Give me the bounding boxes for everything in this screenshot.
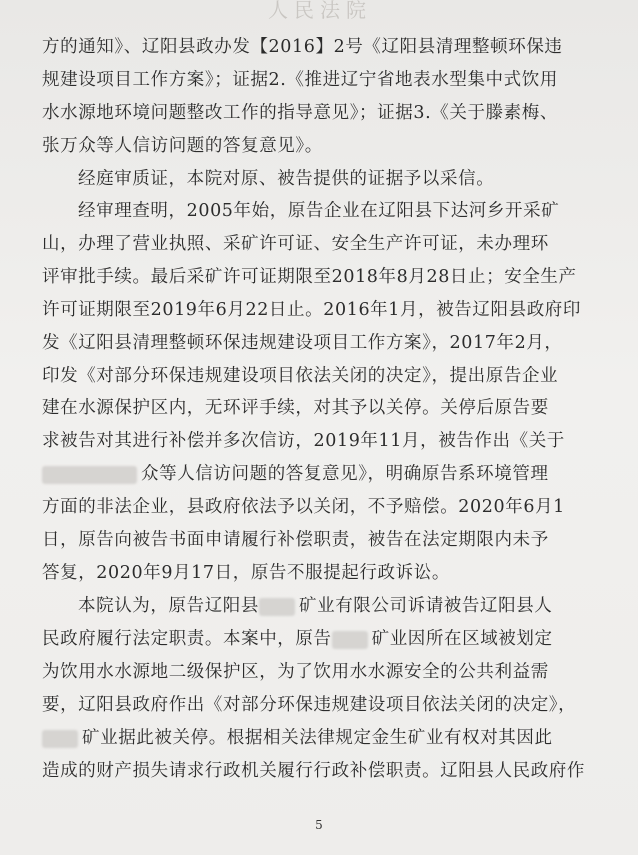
text-segment: 矿业据此被关停。根据相关法律规定金生矿业有权对其因此 [82,728,553,748]
text-segment: 经审理查明，2005年始，原告企业在辽阳县下达河乡开采矿 [78,201,560,221]
text-line [42,661,549,683]
text-segment: 为饮用水水源地二级保护区，为了饮用水水源安全的公共利益需 [42,662,549,682]
text-line [42,332,563,354]
text-segment: 本院认为，原告辽阳县 [78,596,259,616]
text-line [42,727,553,749]
bleed-through-header: 人民法院 [268,0,372,22]
text-segment: 方的通知》、辽阳县政办发【2016】2号《辽阳县清理整顿环保违 [42,37,563,57]
text-line [42,299,581,321]
text-segment: 矿业因所在区域被划定 [371,629,553,649]
text-line [78,595,552,617]
text-line [42,760,585,782]
text-line [42,102,558,124]
redacted-text [42,466,137,484]
text-line [42,233,549,255]
text-line [42,430,565,452]
page-number: 5 [315,818,323,832]
text-line [42,36,563,58]
text-segment: 答复，2020年9月17日，原告不服提起行政诉讼。 [42,563,450,583]
text-line [78,168,494,190]
text-line [42,628,553,650]
text-segment: 方面的非法企业，县政府依法予以关闭，不予赔偿。2020年6月1 [42,497,565,517]
text-line [42,562,450,584]
redacted-text [42,730,78,748]
text-segment: 民政府履行法定职责。本案中，原告 [42,629,332,649]
text-segment: 张万众等人信访问题的答复意见》。 [42,136,323,156]
text-line [42,529,549,551]
redacted-text [332,631,368,649]
text-line [42,365,558,387]
text-segment: 日，原告向被告书面申请履行补偿职责，被告在法定期限内未予 [42,530,549,550]
text-segment: 山，办理了营业执照、采矿许可证、安全生产许可证，未办理环 [42,234,549,254]
text-line [42,69,558,91]
text-segment: 造成的财产损失请求行政机关履行行政补偿职责。辽阳县人民政府作 [42,761,585,781]
text-line [42,496,565,518]
text-segment: 发《辽阳县清理整顿环保违规建设项目工作方案》，2017年2月， [42,333,563,353]
text-segment: 经庭审质证，本院对原、被告提供的证据予以采信。 [78,169,495,189]
text-segment: 水水源地环境问题整改工作的指导意见》；证据3.《关于滕素梅、 [42,103,558,123]
text-line [42,135,323,157]
text-line [42,463,549,485]
text-line [42,694,576,716]
text-segment: 许可证期限至2019年6月22日止。2016年1月，被告辽阳县政府印 [42,300,582,320]
text-segment: 建在水源保护区内，无环评手续，对其予以关停。关停后原告要 [42,398,549,418]
text-segment: 矿业有限公司诉请被告辽阳县人 [299,596,553,616]
text-segment: 评审批手续。最后采矿许可证期限至2018年8月28日止；安全生产 [42,267,577,287]
text-segment: 求被告对其进行补偿并多次信访，2019年11月，被告作出《关于 [42,431,565,451]
text-segment: 印发《对部分环保违规建设项目依法关闭的决定》，提出原告企业 [42,366,559,386]
redacted-text [259,598,295,616]
text-line [42,397,549,419]
text-line [42,266,577,288]
text-segment: 规建设项目工作方案》；证据2.《推进辽宁省地表水型集中式饮用 [42,70,558,90]
text-line [78,200,559,222]
text-segment: 众等人信访问题的答复意见》，明确原告系环境管理 [141,464,549,484]
text-segment: 要，辽阳县政府作出《对部分环保违规建设项目依法关闭的决定》， [42,695,577,715]
